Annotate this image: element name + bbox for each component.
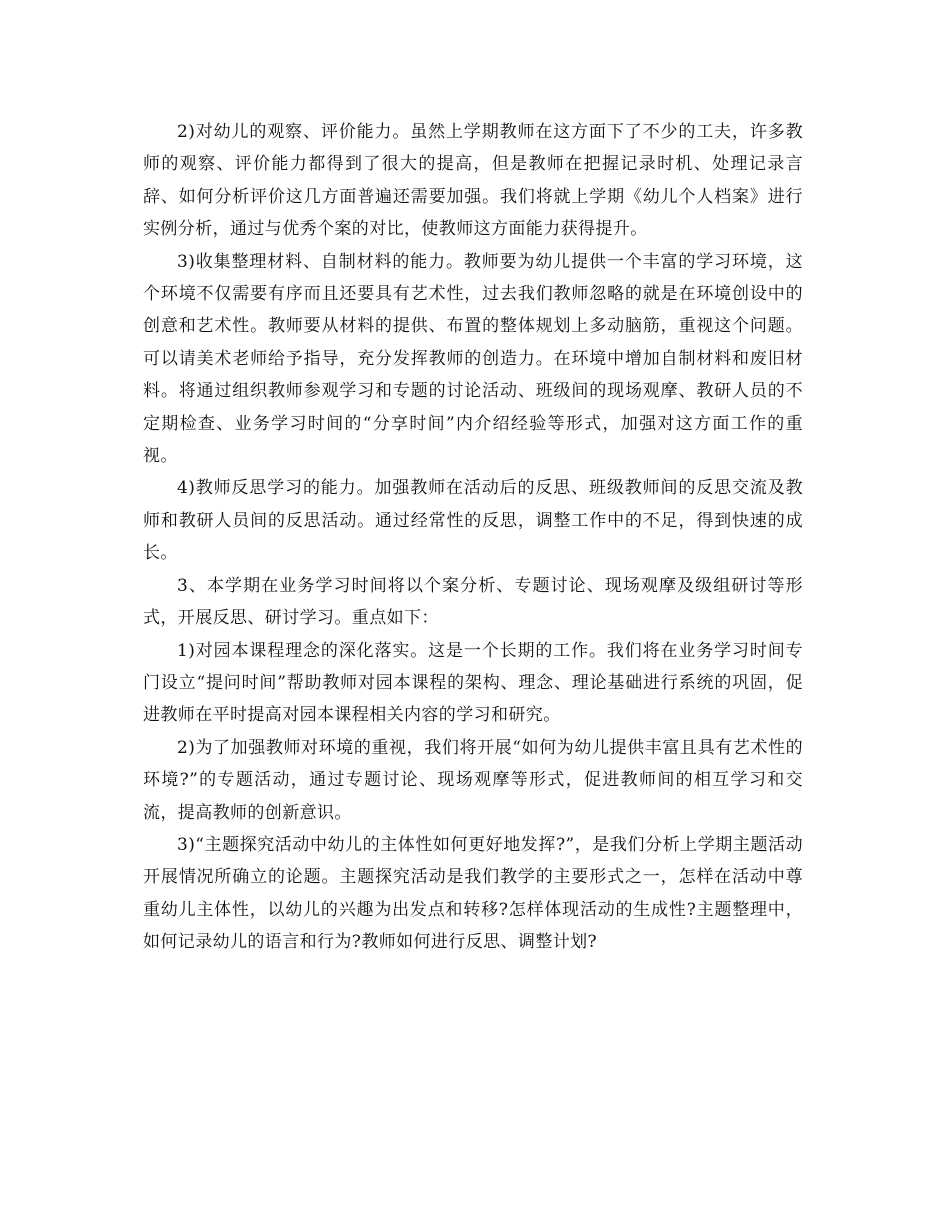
paragraph-semester-study-plan: 3、本学期在业务学习时间将以个案分析、专题讨论、现场观摩及级组研讨等形式，开展反思、研讨学习。重点如下： bbox=[143, 575, 803, 629]
paragraph-environment-activity: 2)为了加强教师对环境的重视，我们将开展“如何为幼儿提供丰富且具有艺术性的环境?”的专题活动，通过专题讨论、现场观摩等形式，促进教师间的相互学习和交流，提高教师的创新意识。 bbox=[143, 737, 803, 823]
paragraph-reflection-ability: 4)教师反思学习的能力。加强教师在活动后的反思、班级教师间的反思交流及教师和教研人员间的反思活动。通过经常性的反思，调整工作中的不足，得到快速的成长。 bbox=[143, 478, 803, 564]
paragraph-observation-evaluation: 2)对幼儿的观察、评价能力。虽然上学期教师在这方面下了不少的工夫，许多教师的观察、评价能力都得到了很大的提高，但是教师在把握记录时机、处理记录言辞、如何分析评价这几方面普遍还需要加强。我们将就上学期《幼儿个人档案》进行实例分析，通过与优秀个案的对比，使教师这方面能力获得提升。 bbox=[143, 122, 803, 240]
paragraph-materials-ability: 3)收集整理材料、自制材料的能力。教师要为幼儿提供一个丰富的学习环境，这个环境不仅需要有序而且还要具有艺术性，过去我们教师忽略的就是在环境创设中的创意和艺术性。教师要从材料的提供、布置的整体规划上多动脑筋，重视这个问题。可以请美术老师给予指导，充分发挥教师的创造力。在环境中增加自制材料和废旧材料。将通过组织教师参观学习和专题的讨论活动、班级间的现场观摩、教研人员的不定期检查、业务学习时间的“分享时间”内介绍经验等形式，加强对这方面工作的重视。 bbox=[143, 251, 803, 467]
paragraph-theme-inquiry: 3)“主题探究活动中幼儿的主体性如何更好地发挥?”，是我们分析上学期主题活动开展情况所确立的论题。主题探究活动是我们教学的主要形式之一，怎样在活动中尊重幼儿主体性，以幼儿的兴趣为出发点和转移?怎样体现活动的生成性?主题整理中，如何记录幼儿的语言和行为?教师如何进行反思、调整计划? bbox=[143, 834, 803, 953]
paragraph-curriculum-concept: 1)对园本课程理念的深化落实。这是一个长期的工作。我们将在业务学习时间专门设立“提问时间”帮助教师对园本课程的架构、理念、理论基础进行系统的巩固，促进教师在平时提高对园本课程相关内容的学习和研究。 bbox=[143, 640, 803, 726]
document-body bbox=[143, 116, 803, 959]
